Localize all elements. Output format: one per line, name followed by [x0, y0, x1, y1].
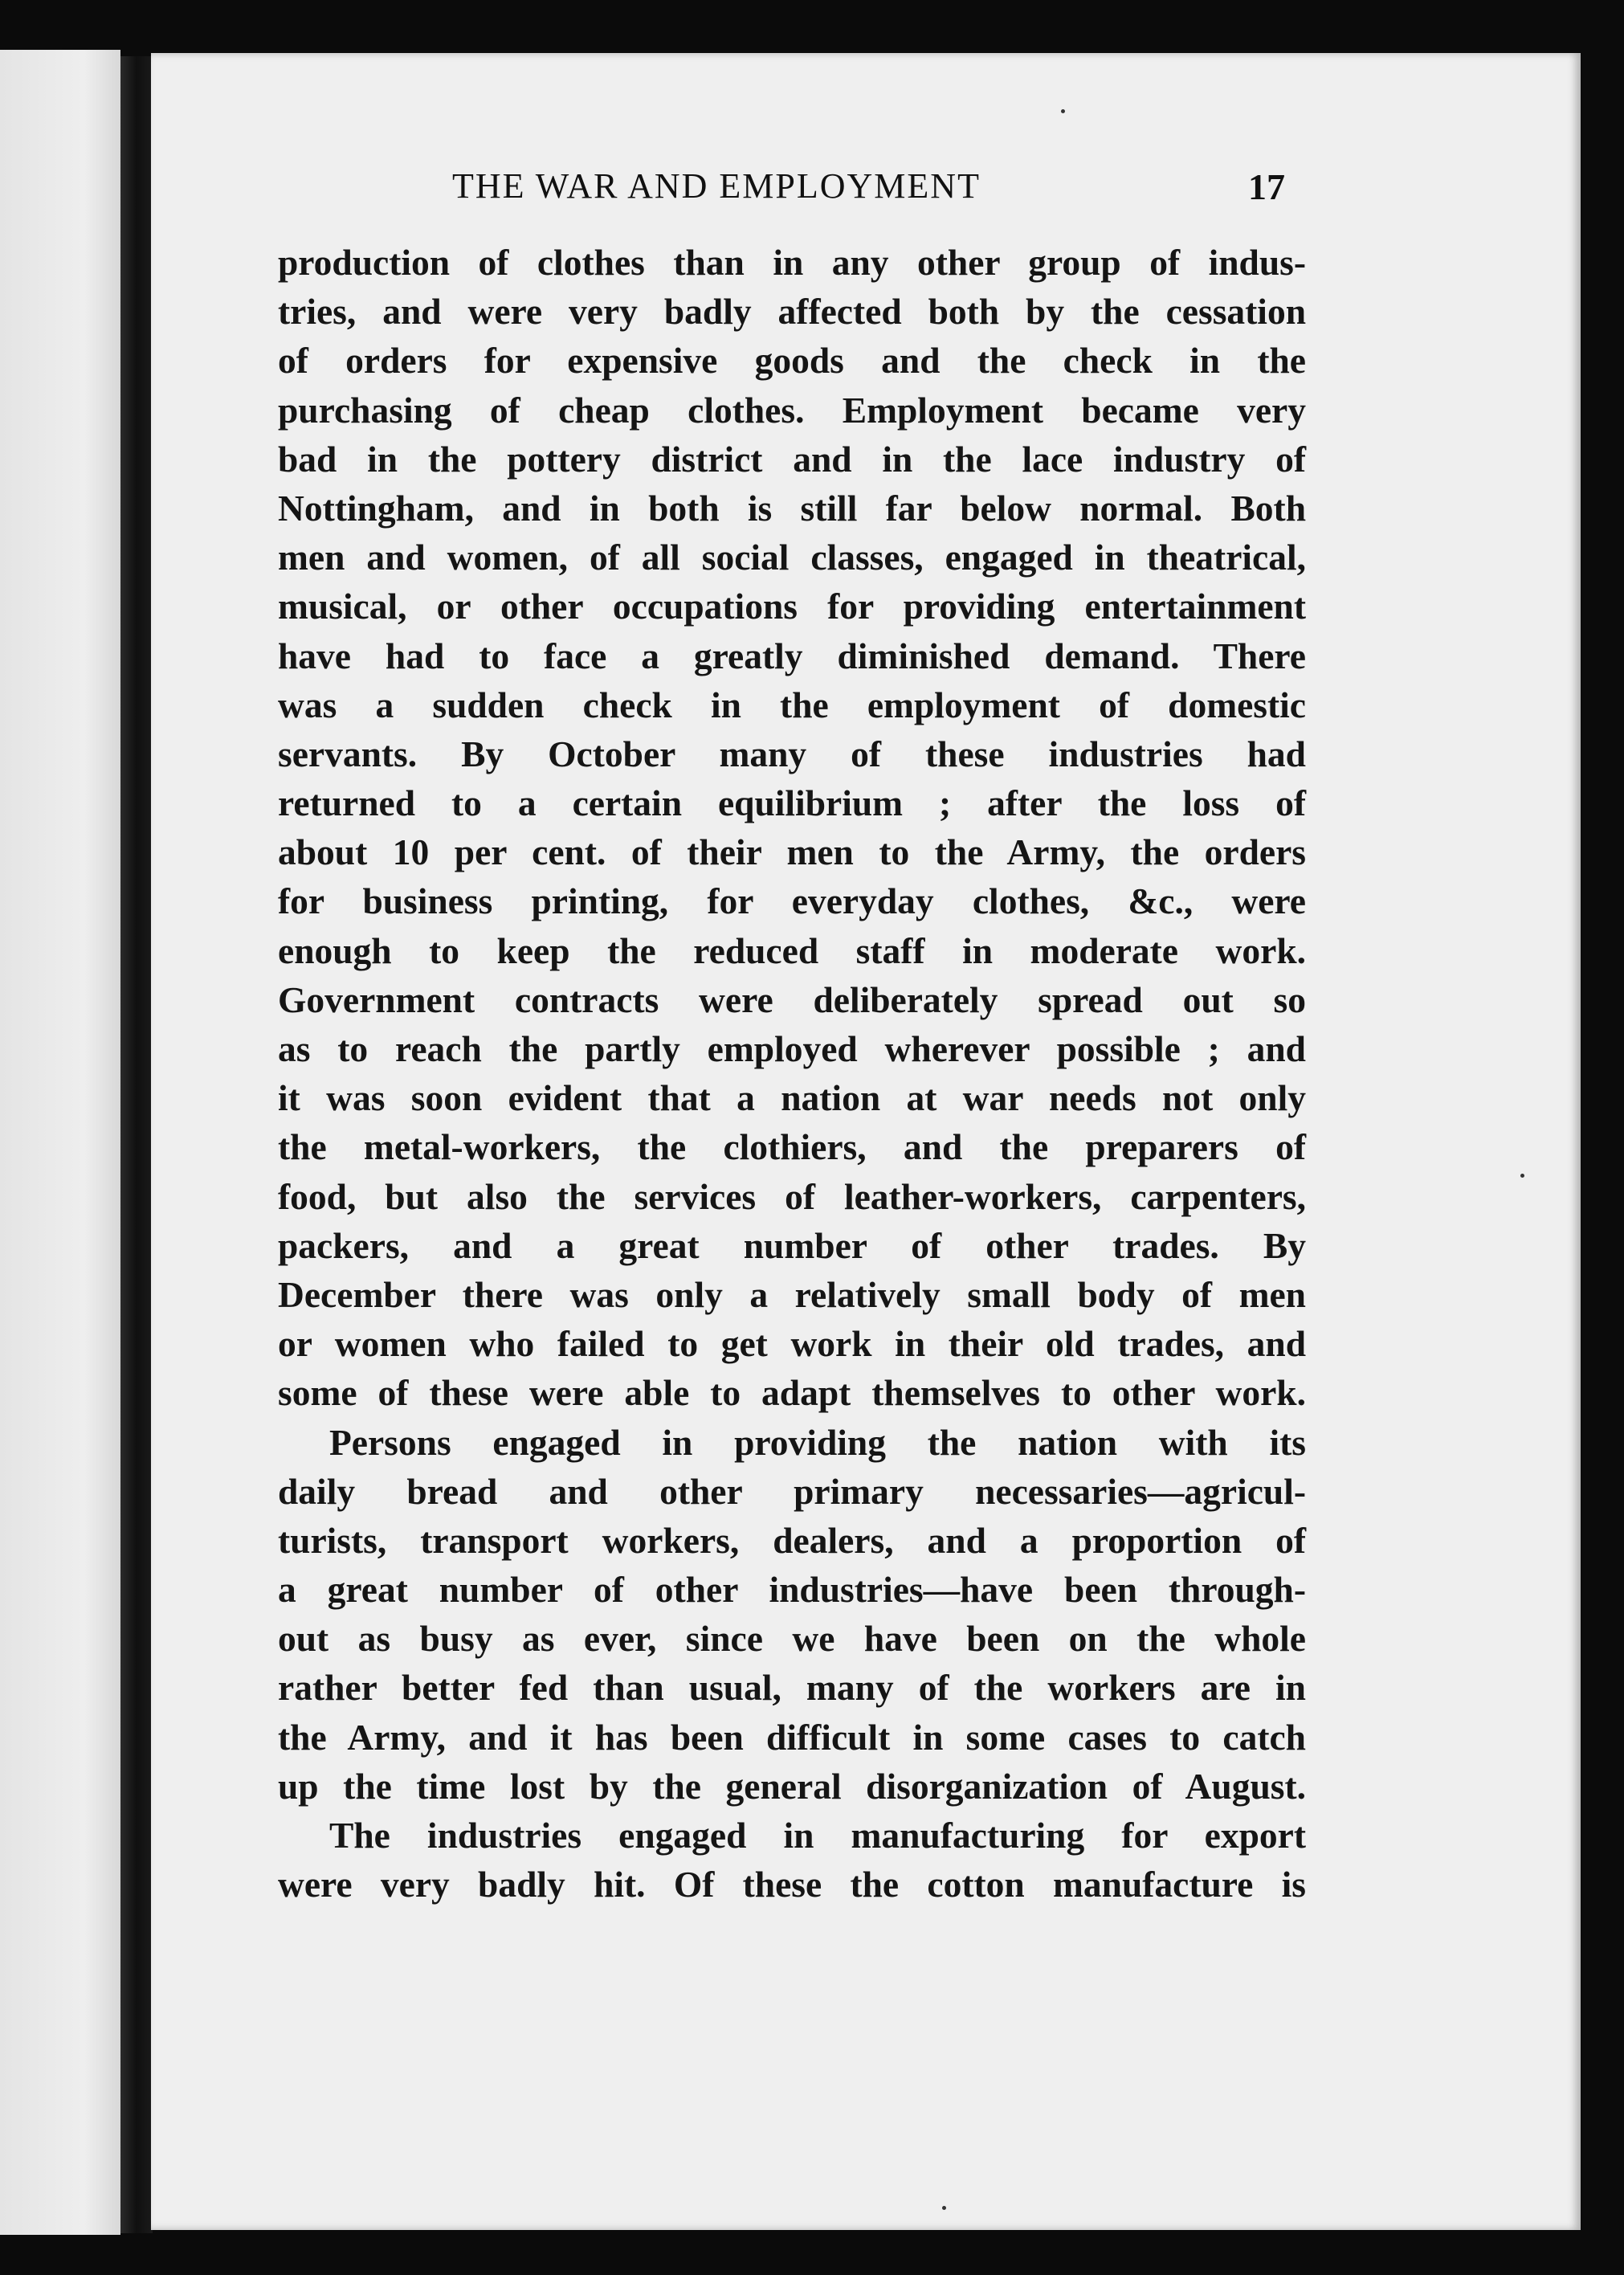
body-text	[278, 238, 1306, 1909]
paragraph	[278, 1418, 1306, 1811]
facing-page-edge	[0, 50, 120, 2235]
text-line: servants. By October many of these industries had	[278, 733, 1306, 774]
running-head: THE WAR AND EMPLOYMENT	[452, 166, 981, 206]
text-line: out as busy as ever, since we have been on the whole	[278, 1618, 1306, 1660]
text-line: turists, transport workers, dealers, and a proportion of	[278, 1519, 1306, 1561]
text-line: some of these were able to adapt themselves to other work.	[278, 1372, 1306, 1414]
book-page	[151, 53, 1581, 2230]
text-line: for business printing, for everyday clothes, &c., were	[278, 880, 1306, 922]
text-line: have had to face a greatly diminished demand. There	[278, 635, 1306, 676]
text-line: or women who failed to get work in their old trades, and	[278, 1323, 1306, 1365]
text-line: The industries engaged in manufacturing for export	[329, 1815, 1306, 1856]
text-line: musical, or other occupations for providing entertainment	[278, 586, 1306, 627]
page-number: 17	[1248, 166, 1285, 207]
text-line: the metal-workers, the clothiers, and the preparers of	[278, 1126, 1306, 1168]
text-line: bad in the pottery district and in the lace industry of	[278, 438, 1306, 480]
text-line: Persons engaged in providing the nation with its	[329, 1421, 1306, 1463]
text-line: Nottingham, and in both is still far below normal. Both	[278, 487, 1306, 529]
paragraph	[278, 1811, 1306, 1909]
text-line: production of clothes than in any other group of indus-	[278, 242, 1306, 283]
text-line: rather better fed than usual, many of the workers are in	[278, 1667, 1306, 1709]
text-line: it was soon evident that a nation at war needs not only	[278, 1077, 1306, 1119]
text-line: the Army, and it has been difficult in some cases to catch	[278, 1716, 1306, 1758]
text-line: men and women, of all social classes, engaged in theatrical,	[278, 537, 1306, 578]
text-line: was a sudden check in the employment of domestic	[278, 684, 1306, 725]
text-line: a great number of other industries—have been through-	[278, 1569, 1306, 1611]
text-line: packers, and a great number of other trades. By	[278, 1224, 1306, 1266]
book-gutter	[120, 56, 153, 2233]
text-line: December there was only a relatively small body of men	[278, 1273, 1306, 1315]
dust-speck	[1520, 1174, 1524, 1178]
page-header	[151, 165, 1581, 222]
dust-speck	[1061, 109, 1065, 113]
text-line: were very badly hit. Of these the cotton manufacture is	[278, 1864, 1306, 1905]
text-line: up the time lost by the general disorganization of August.	[278, 1765, 1306, 1807]
text-line: returned to a certain equilibrium ; after the loss of	[278, 782, 1306, 824]
text-line: enough to keep the reduced staff in moderate work.	[278, 929, 1306, 971]
text-line: Government contracts were deliberately spread out so	[278, 978, 1306, 1020]
text-line: purchasing of cheap clothes. Employment became very	[278, 389, 1306, 431]
text-line: of orders for expensive goods and the check in the	[278, 340, 1306, 382]
paragraph	[278, 238, 1306, 1418]
text-line: daily bread and other primary necessaries—agricul-	[278, 1470, 1306, 1512]
text-line: about 10 per cent. of their men to the Army, the orders	[278, 831, 1306, 873]
text-line: food, but also the services of leather-workers, carpenters,	[278, 1175, 1306, 1217]
dust-speck	[942, 2206, 946, 2210]
text-line: as to reach the partly employed wherever possible ; and	[278, 1028, 1306, 1069]
text-line: tries, and were very badly affected both by the cessation	[278, 291, 1306, 333]
